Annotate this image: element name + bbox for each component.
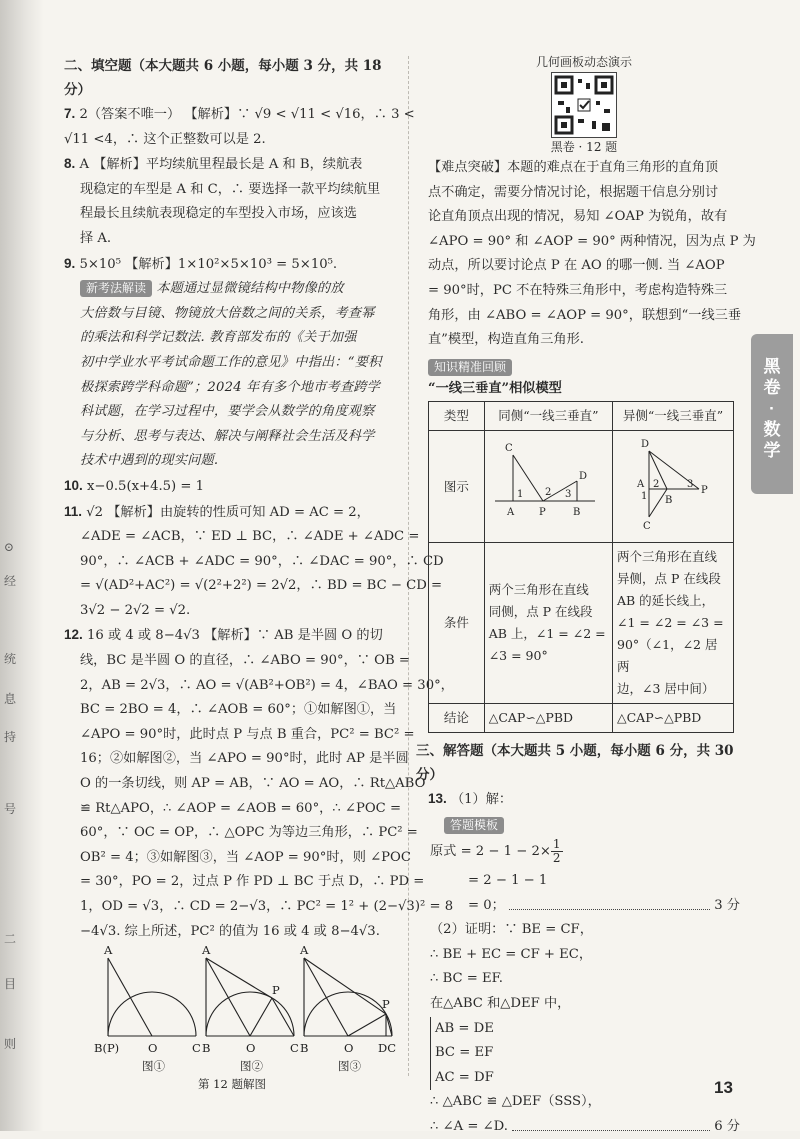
question-number: 8. — [64, 156, 76, 172]
proof-line: ∴ BC = EF. — [430, 971, 503, 987]
answer-line: ∠APO = 90°时，此时点 P 与点 B 重合，PC² = BC² = — [80, 726, 415, 742]
fraction-denominator: 2 — [552, 850, 561, 865]
answer-line: 1，OD = √3，∴ CD = 2−√3，∴ PC² = 1² + (2−√3)² = 8 — [80, 899, 454, 914]
condition-line: 异侧，点 P 在线段 — [617, 571, 721, 587]
proof-line: ∴ △ABC ≌ △DEF（SSS）， — [430, 1094, 601, 1110]
opposite-side-figure — [613, 431, 733, 535]
answer-line: ∠ADE = ∠ACB，∵ ED ⊥ BC，∴ ∠ADE + ∠ADC = — [80, 529, 420, 545]
point-label: D — [641, 439, 650, 451]
spine-text: 统 — [4, 652, 17, 666]
question-10 — [64, 474, 400, 500]
question-7 — [64, 102, 415, 152]
q12-figures-svg — [64, 944, 404, 1094]
spine-text: 持 — [4, 730, 17, 744]
angle-label: 1 — [641, 491, 648, 503]
score-line — [430, 894, 740, 919]
side-tab — [751, 334, 793, 494]
new-method-badge: 新考法解读 — [80, 280, 152, 297]
segment-op — [250, 998, 272, 1036]
answer-template-badge: 答题模板 — [444, 817, 504, 834]
angle-label: 2 — [544, 487, 552, 499]
answer-line: = √(AD²+AC²) = √(2²+2²) = 2√2，∴ BD = BC − CD = — [80, 578, 443, 594]
question-number: 13. — [428, 791, 447, 807]
point-label: B — [202, 1041, 211, 1056]
proof-line: （2）证明：∵ BE = CF， — [430, 922, 593, 938]
spine-text: 息 — [4, 692, 17, 706]
point-label: P — [382, 997, 390, 1012]
q13-part1-solution — [428, 835, 740, 918]
answer-line: 2（答案不唯一） 【解析】∵ √9 < √11 < √16，∴ 3 < — [79, 107, 415, 122]
point-label: B — [572, 507, 581, 519]
answer-line: 90°，∴ ∠ACB + ∠ADC = 90°，∴ ∠DAC = 90°，∴ CD — [80, 553, 444, 569]
spine-text: 二 — [4, 932, 17, 946]
table-row-conclusion — [429, 704, 734, 733]
point-label: P — [538, 507, 546, 519]
segment-op — [348, 1014, 386, 1036]
point-label: P — [272, 983, 280, 998]
part-label: （1）解： — [450, 792, 513, 808]
handwritten-note: 技术中遇到的现实问题. — [80, 453, 219, 469]
semicircle — [304, 992, 392, 1036]
row-label: 结论 — [429, 704, 485, 733]
question-number: 10. — [64, 477, 83, 493]
table-row-figure — [429, 431, 734, 543]
answer-line: ≌ Rt△APO，∴ ∠AOP = ∠AOB = 60°，∴ ∠POC = — [80, 800, 402, 816]
table-header-cell: 同侧“一线三垂直” — [484, 402, 612, 431]
explanation-line: 角形，由 ∠ABO = ∠AOP = 90°，联想到“一线三垂 — [428, 307, 742, 323]
answer-line: O 的一条切线，则 AP = AB，∵ AO = AO，∴ Rt△ABO — [80, 776, 426, 792]
question-number: 11. — [64, 503, 83, 519]
condition-line: 90°（∠1，∠2 居两 — [617, 637, 718, 675]
handwritten-note: 初中学业水平考试命题工作的意见》中指出：“要积 — [80, 354, 382, 370]
segment-ao — [206, 958, 250, 1036]
side-tab-text: 数 — [763, 420, 781, 439]
question-number: 7. — [64, 106, 76, 121]
condition-line: ∠1 = ∠2 = ∠3 = — [617, 615, 724, 631]
point-label: B — [300, 1041, 309, 1056]
question-11 — [64, 500, 444, 624]
handwritten-note: 大倍数与目镜、物镜放大倍数之间的关系，考查幂 — [80, 305, 375, 321]
spine-text: 则 — [4, 1037, 17, 1051]
knowledge-review-badge: 知识精准回顾 — [428, 359, 512, 376]
answer-line: 16；②如解图②，当 ∠APO = 90°时，此时 AP 是半圆 — [80, 751, 409, 767]
point-label: D — [578, 471, 587, 483]
q13-part2-proof — [428, 918, 740, 1139]
angle-label: 2 — [653, 479, 660, 491]
difficulty-breakthrough — [428, 156, 756, 353]
spine-text: 目 — [4, 977, 17, 991]
condition-brace — [430, 1017, 740, 1091]
right-column — [416, 54, 756, 1139]
explanation-line: ∠APO = 90° 和 ∠AOP = 90° 两种情况，因为点 P 为 — [428, 233, 756, 249]
figure-caption: 图① — [142, 1059, 165, 1074]
same-side-figure-cell — [484, 431, 612, 543]
table-header-cell: 类型 — [429, 402, 485, 431]
answer-line: 择 A. — [80, 230, 112, 246]
qr-caption: 黑卷 · 12 题 — [550, 140, 618, 154]
angle-label: 1 — [516, 489, 524, 501]
question-number: 12. — [64, 627, 83, 643]
score-mark: 3 分 — [714, 897, 740, 913]
proof-line: 在△ABC 和△DEF 中， — [430, 995, 571, 1011]
answer-line: BC = 2BO = 4，∴ ∠AOB = 60°；①如解图①，当 — [80, 702, 397, 718]
point-label: C — [504, 443, 513, 455]
segment-ao — [304, 958, 348, 1036]
explanation-line: = 90°时，PC 不在特殊三角形中，考虑构造特殊三 — [428, 282, 728, 298]
point-label: A — [202, 944, 211, 958]
opposite-side-figure-cell — [613, 431, 734, 543]
section-title-answers: 三、解答题（本大题共 5 小题，每小题 6 分，共 30 分） — [416, 743, 734, 784]
side-tab-text: 黑 — [763, 357, 781, 376]
explanation-line: 点不确定，需要分情况讨论，根据题干信息分别讨 — [428, 184, 719, 200]
row-label: 条件 — [429, 543, 485, 704]
segment-ao — [108, 958, 152, 1036]
point-label: C — [192, 1041, 201, 1056]
fraction-numerator: 1 — [552, 836, 561, 851]
spine-text: 号 — [4, 802, 17, 816]
handwritten-note: 极探索跨学科命题”；2024 年有多个地市考查跨学 — [80, 379, 381, 395]
table-title: “一线三垂直”相似模型 — [428, 380, 562, 396]
handwritten-note: 的乘法和科学记数法. 教育部发布的《关于加强 — [80, 330, 357, 346]
answer-line: = 30°，PO = 2，过点 P 作 PD ⊥ BC 于点 D，∴ PD = — [80, 874, 425, 890]
opposite-side-condition — [613, 543, 734, 704]
spine-text: 经 — [4, 574, 17, 588]
book-spine — [0, 0, 44, 1131]
table-row-condition — [429, 543, 734, 704]
figure-2 — [206, 958, 294, 1036]
proof-line: AB = DE — [435, 1020, 494, 1036]
same-side-figure — [485, 431, 605, 535]
condition-line: AB 上，∠1 = ∠2 = — [488, 626, 606, 642]
qr-title: 几何画板动态演示 — [535, 55, 632, 69]
qr-code-icon — [552, 73, 616, 137]
answer-line: A 【解析】平均续航里程最长是 A 和 B，续航表 — [79, 157, 363, 173]
angle-label: 3 — [687, 479, 694, 491]
side-tab-text: · — [769, 399, 775, 418]
point-label: B(P) — [94, 1041, 120, 1056]
point-label: O — [148, 1041, 158, 1056]
point-label: A — [637, 479, 645, 491]
explanation-line: 论直角顶点出现的情况，易知 ∠OAP 为锐角，故有 — [428, 209, 728, 225]
answer-line: 16 或 4 或 8−4√3 【解析】∵ AB 是半圆 O 的切 — [86, 628, 383, 644]
answer-line: 线，BC 是半圆 O 的直径，∴ ∠ABO = 90°，∵ OB = — [80, 653, 410, 669]
section-title-fill-in: 二、填空题（本大题共 6 小题，每小题 3 分，共 18 分） — [64, 58, 382, 98]
explanation-line: 【难点突破】本题的难点在于直角三角形的直角顶 — [428, 160, 719, 175]
answer-line: √2 【解析】由旋转的性质可知 AD = AC = 2， — [86, 504, 370, 520]
answer-line: 现稳定的车型是 A 和 C，∴ 要选择一款平均续航里 — [80, 181, 381, 197]
answer-line: 3√2 − 2√2 = √2. — [80, 602, 191, 618]
table-header-row — [429, 402, 734, 431]
point-label: C — [643, 521, 651, 533]
similar-model-table — [428, 401, 734, 733]
answer-line: √11 <4，∴ 这个正整数可以是 2. — [64, 131, 266, 147]
proof-line: ∴ BE + EC = CF + EC， — [430, 946, 593, 962]
condition-line: 两个三角形在直线 — [488, 582, 589, 598]
point-label: A — [104, 944, 113, 958]
answer-line: 60°，∵ OC = OP，∴ △OPC 为等边三角形，∴ PC² = — [80, 825, 418, 841]
handwritten-note: 科试题，在学习过程中，要学会从数学的角度观察 — [80, 404, 375, 420]
condition-line: 边，∠3 居中间） — [617, 681, 715, 697]
answer-line: 5×10⁵ 【解析】1×10²×5×10³ = 5×10⁵. — [79, 256, 338, 272]
answer-line: −4√3. 综上所述，PC² 的值为 16 或 4 或 8−4√3. — [80, 923, 380, 939]
point-label: C — [290, 1041, 299, 1056]
same-side-conclusion: △CAP∽△PBD — [484, 704, 612, 733]
spine-text: ⊙ — [4, 540, 15, 554]
question-9 — [64, 252, 400, 474]
side-tab-text: 学 — [763, 441, 781, 460]
proof-line: ∴ ∠A = ∠D. — [430, 1118, 508, 1134]
point-label: P — [701, 485, 708, 497]
semicircle — [108, 992, 196, 1036]
condition-line: ∠3 = 90° — [488, 648, 548, 664]
question-number: 9. — [64, 255, 76, 271]
point-label: A — [300, 944, 309, 958]
condition-line: 同侧，点 P 在线段 — [488, 604, 593, 620]
figure-3 — [304, 958, 392, 1036]
explanation-line: 直”模型，构造直角三角形. — [428, 332, 584, 348]
segment-ap — [206, 958, 272, 998]
question-8 — [64, 152, 400, 251]
answer-line: 2，AB = 2√3，∴ AO = √(AB²+OB²) = 4，∠BAO = 30°， — [80, 677, 454, 693]
point-label: O — [246, 1041, 256, 1056]
answer-line: 程最长且续航表现稳定的车型投入市场，应该选 — [80, 206, 357, 222]
figure-title: 第 12 题解图 — [198, 1077, 266, 1092]
page-number: 13 — [714, 1078, 733, 1097]
score-line — [430, 1115, 740, 1139]
proof-line: AC = DF — [435, 1069, 494, 1085]
calc-step: = 2 − 1 − 1 — [468, 872, 548, 888]
same-side-condition — [484, 543, 612, 704]
figure-1 — [108, 958, 196, 1036]
condition-line: 两个三角形在直线 — [617, 549, 718, 565]
point-label: DC — [378, 1041, 397, 1056]
calc-step: 原式 = 2 − 1 − 2× — [430, 843, 551, 859]
figure-caption: 图② — [240, 1059, 263, 1074]
score-mark: 6 分 — [714, 1118, 740, 1134]
figure-caption: 图③ — [338, 1059, 361, 1074]
explanation-line: 动点，所以要讨论点 P 在 AO 的哪一侧. 当 ∠AOP — [428, 258, 725, 274]
proof-line: BC = EF — [435, 1045, 494, 1061]
condition-line: AB 的延长线上， — [617, 593, 715, 609]
q12-solution-figures — [64, 944, 404, 1094]
opposite-side-conclusion: △CAP∽△PBD — [613, 704, 734, 733]
qr-code[interactable] — [551, 72, 617, 138]
side-tab-text: 卷 — [763, 378, 781, 397]
answer-line: x−0.5(x+4.5) = 1 — [86, 478, 205, 494]
answer-line: OB² = 4；③如解图③，当 ∠AOP = 90°时，则 ∠POC — [80, 849, 411, 865]
angle-label: 3 — [564, 489, 572, 501]
table-header-cell: 异侧“一线三垂直” — [613, 402, 734, 431]
handwritten-note: 本题通过显微镜结构中物像的放 — [156, 281, 344, 297]
point-label: B — [665, 495, 673, 507]
point-label: A — [506, 507, 514, 519]
handwritten-note: 与分析、思考与表达、解决与阐释社会生活及科学 — [80, 428, 375, 444]
segment-pc — [272, 998, 294, 1036]
row-label: 图示 — [429, 431, 485, 543]
calc-step: = 0； — [468, 897, 505, 913]
point-label: O — [344, 1041, 354, 1056]
